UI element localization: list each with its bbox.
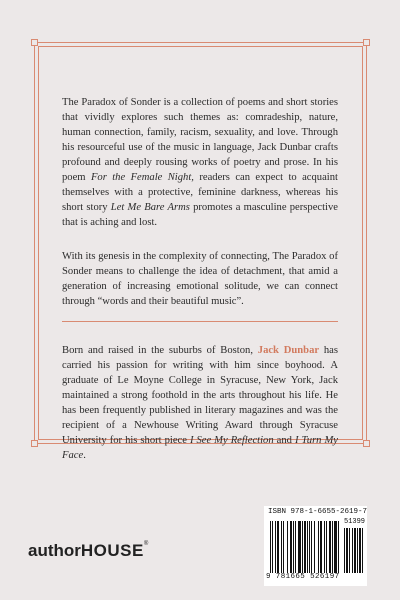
section-divider [62,321,338,322]
barcode-icon [270,521,340,573]
poem-title: For the Female Night, [90,172,194,183]
isbn-label: ISBN 978-1-6655-2619-7 [268,508,368,516]
barcode-digits: 9 781665 526197 [266,573,340,581]
blurb-text: The Paradox of Sonder is a collection of poems and short stories that vividly explores such themes as: comradeship, nature, human connection, family, racism, sexuality, and love. Through his resourceful use of the music in language, Jack Dunbar crafts profound and deeply rousing works of poetry and prose. In his poem [62,97,338,183]
blurb-paragraph-1 [62,95,338,230]
bio-text: and [273,435,295,446]
author-bio [62,343,338,463]
blurb-text: readers can expect to acquaint themselves with a protective, feminine darkness, whereas his short story [62,172,338,213]
bio-text: has carried his passion for writing with him since boyhood. A graduate of Le Moyne College in Syracuse, New York, Jack maintained a strong foothold in the arts throughout his life. He has been frequently published in literary magazines and was the recipient of a Newhouse Writing Award through Syracuse University for his short piece [62,345,338,446]
blurb-paragraph-2: With its genesis in the complexity of connecting, The Paradox of Sonder means to challenge the idea of detachment, that amid a generation of increasing emotional solitude, we can connect through “words and their beautiful music”. [62,251,338,307]
publisher-logo [28,541,148,561]
story-title: Let Me Bare Arms [110,202,190,213]
work-title: I See My Reflection [189,435,274,446]
author-name: Jack Dunbar [257,345,320,356]
bio-text: . [83,450,86,461]
logo-text-author: author [28,541,81,560]
work-title: I Turn My Face [62,435,339,461]
frame-corner [363,440,370,447]
barcode-addon-icon [344,528,366,573]
blurb-text: promotes a masculine perspective that is aching and lost. [62,202,338,228]
logo-text-house: HOUSE [80,541,144,560]
frame-corner [31,440,38,447]
registered-mark: ® [143,541,149,547]
bio-text: Born and raised in the suburbs of Boston, [62,345,258,356]
price-code: 51399 [344,518,366,526]
frame-corner [31,39,38,46]
frame-corner [363,39,370,46]
